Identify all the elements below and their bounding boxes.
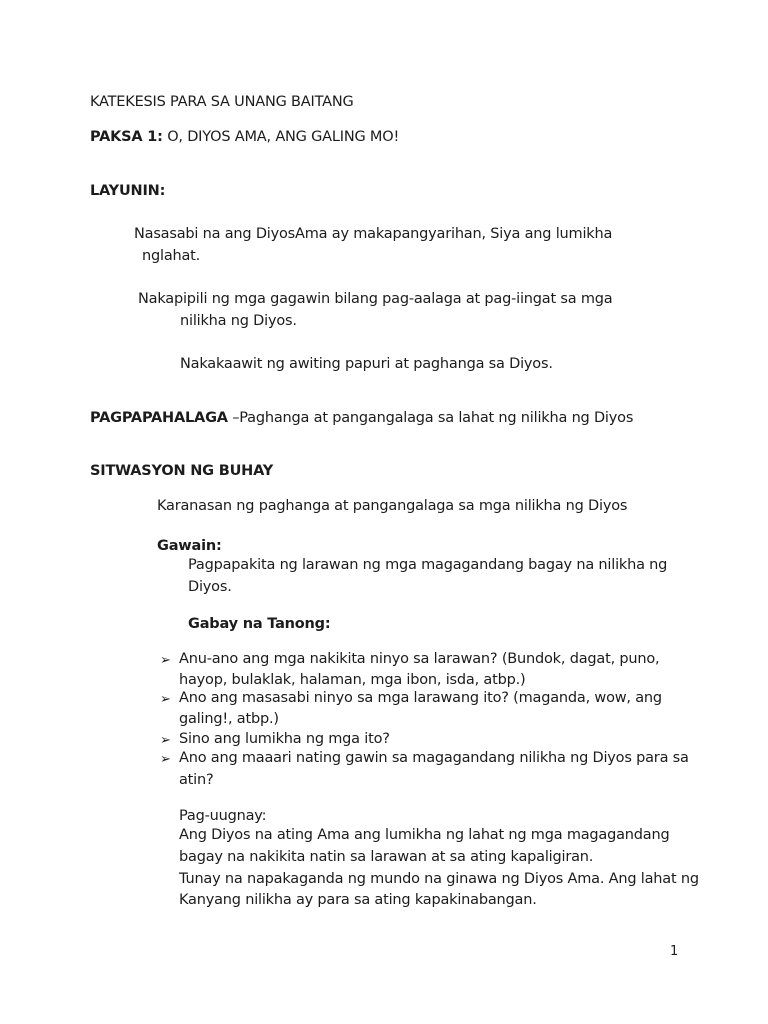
gawain-line-1: Pagpapakita ng larawan ng mga magagandang bagay na nilikha ng — [188, 557, 668, 573]
pagpapahalaga-line — [90, 410, 633, 426]
question-4-line-2: atin? — [179, 772, 214, 788]
layunin-2-line-2: nilikha ng Diyos. — [180, 313, 297, 329]
layunin-2-line-1: Nakapipili ng mga gagawin bilang pag-aalaga at pag-iingat sa mga — [138, 291, 613, 307]
question-1-line-2: hayop, bulaklak, halaman, mga ibon, isda, atbp.) — [179, 672, 526, 688]
doc-title: KATEKESIS PARA SA UNANG BAITANG — [90, 94, 354, 110]
paksa-label: PAKSA 1: — [90, 129, 163, 145]
layunin-heading: LAYUNIN: — [90, 183, 166, 199]
arrow-bullet-icon: ➢ — [160, 733, 171, 748]
gawain-line-2: Diyos. — [188, 579, 232, 595]
sitwasyon-heading: SITWASYON NG BUHAY — [90, 463, 274, 479]
page-number: 1 — [670, 944, 679, 959]
pag-uugnay-line-2: bagay na nakikita natin sa larawan at sa ating kapaligiran. — [179, 849, 594, 865]
pagpapahalaga-text: –Paghanga at pangangalaga sa lahat ng nilikha ng Diyos — [232, 410, 634, 426]
pag-uugnay-heading: Pag-uugnay: — [179, 808, 267, 824]
arrow-bullet-icon: ➢ — [160, 653, 171, 668]
question-4-line-1: Ano ang maaari nating gawin sa magagandang nilikha ng Diyos para sa — [179, 750, 689, 766]
paksa-text: O, DIYOS AMA, ANG GALING MO! — [167, 129, 400, 145]
question-3: Sino ang lumikha ng mga ito? — [179, 731, 390, 747]
gawain-heading: Gawain: — [157, 538, 222, 554]
layunin-1-line-1: Nasasabi na ang DiyosAma ay makapangyarihan, Siya ang lumikha — [134, 226, 613, 242]
pagpapahalaga-label: PAGPAPAHALAGA — [90, 410, 228, 426]
pag-uugnay-line-1: Ang Diyos na ating Ama ang lumikha ng lahat ng mga magagandang — [179, 827, 670, 843]
question-2-line-1: Ano ang masasabi ninyo sa mga larawang ito? (maganda, wow, ang — [179, 690, 662, 706]
arrow-bullet-icon: ➢ — [160, 752, 171, 767]
layunin-1-line-2: nglahat. — [142, 248, 201, 264]
question-1-line-1: Anu-ano ang mga nakikita ninyo sa larawan? (Bundok, dagat, puno, — [179, 651, 660, 667]
pag-uugnay-line-3: Tunay na napakaganda ng mundo na ginawa ng Diyos Ama. Ang lahat ng — [179, 871, 699, 887]
paksa-line — [90, 129, 399, 145]
layunin-3: Nakakaawit ng awiting papuri at paghanga sa Diyos. — [180, 356, 553, 372]
sitwasyon-text: Karanasan ng paghanga at pangangalaga sa mga nilikha ng Diyos — [157, 498, 628, 514]
question-2-line-2: galing!, atbp.) — [179, 711, 279, 727]
gabay-heading: Gabay na Tanong: — [188, 616, 331, 632]
arrow-bullet-icon: ➢ — [160, 692, 171, 707]
pag-uugnay-line-4: Kanyang nilikha ay para sa ating kapakinabangan. — [179, 892, 537, 908]
